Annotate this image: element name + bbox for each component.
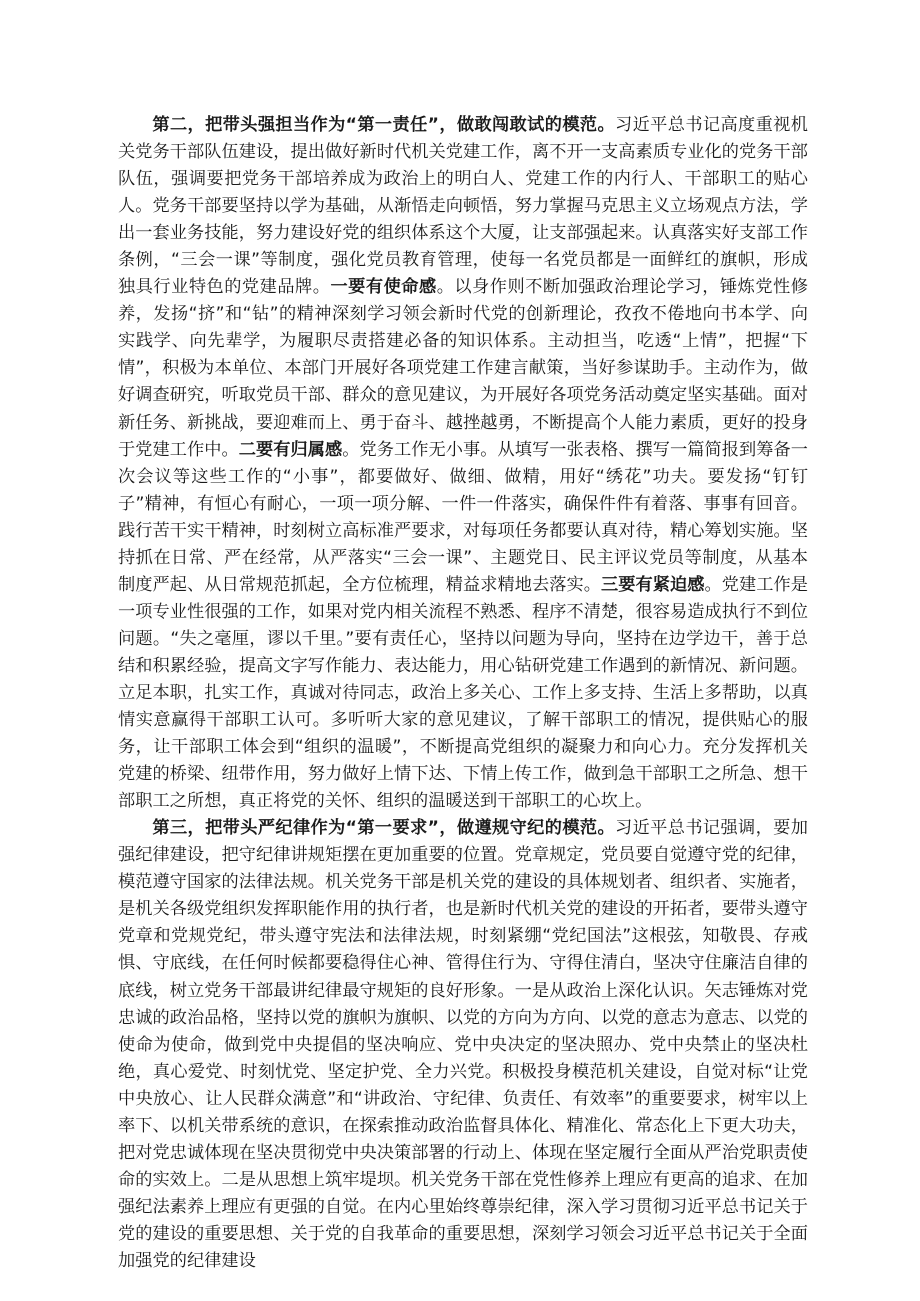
paragraph-third-point [118, 815, 808, 1275]
subpoint-heading: 三要有紧迫感 [601, 574, 705, 595]
subpoint-heading: 二要有归属感 [238, 439, 343, 460]
paragraph-heading: 第二，把带头强担当作为“第一责任”，做敢闯敢试的模范。 [152, 115, 616, 135]
document-page [118, 112, 808, 1275]
paragraph-text: 。党建工作是一项专业性很强的工作，如果对党内相关流程不熟悉、程序不清楚，很容易造成执行不到位问题。“失之毫厘，谬以千里。”要有责任心，坚持以问题为导向，坚持在边学边干，善于总结和积累经验，提高文字写作能力、表达能力，用心钻研党建工作遇到的新情况、新问题。立足本职，扎实工作，真诚对待同志，政治上多关心、工作上多支持、生活上多帮助，以真情实意赢得干部职工认可。多听听大家的意见建议，了解干部职工的情况，提供贴心的服务，让干部职工体会到“组织的温暖”，不断提高党组织的凝聚力和向心力。充分发挥机关党建的桥梁、纽带作用，努力做好上情下达、下情上传工作，做到急干部职工之所急、想干部职工之所想，真正将党的关怀、组织的温暖送到干部职工的心坎上。 [118, 574, 808, 812]
paragraph-text: 习近平总书记高度重视机关党务干部队伍建设，提出做好新时代机关党建工作，离不开一支高素质专业化的党务干部队伍，强调要把党务干部培养成为政治上的明白人、党建工作的内行人、干部职工的贴心人。党务干部要坚持以学为基础，从渐悟走向顿悟，努力掌握马克思主义立场观点方法，学出一套业务技能，努力建设好党的组织体系这个大厦，让支部强起来。认真落实好支部工作条例，“三会一课”等制度，强化党员教育管理，使每一名党员都是一面鲜红的旗帜，形成独具行业特色的党建品牌。 [118, 115, 808, 298]
paragraph-text: 习近平总书记强调，要加强纪律建设，把守纪律讲规矩摆在更加重要的位置。党章规定，党员要自觉遵守党的纪律，模范遵守国家的法律法规。机关党务干部是机关党的建设的具体规划者、组织者、实施者，是机关各级党组织发挥职能作用的执行者，也是新时代机关党的建设的开拓者，要带头遵守党章和党规党纪，带头遵守宪法和法律法规，时刻紧绷“党纪国法”这根弦，知敬畏、存戒惧、守底线，在任何时候都要稳得住心神、管得住行为、守得住清白，坚决守住廉洁自律的底线，树立党务干部最讲纪律最守规矩的良好形象。一是从政治上深化认识。矢志锤炼对党忠诚的政治品格，坚持以党的旗帜为旗帜、以党的方向为方向、以党的意志为意志、以党的使命为使命，做到党中央提倡的坚决响应、党中央决定的坚决照办、党中央禁止的坚决杜绝，真心爱党、时刻忧党、坚定护党、全力兴党。积极投身模范机关建设，自觉对标“让党中央放心、让人民群众满意”和“讲政治、守纪律、负责任、有效率”的重要要求，树牢以上率下、以机关带系统的意识，在探索推动政治监督具体化、精准化、常态化上下更大功夫，把对党忠诚体现在坚决贯彻党中央决策部署的行动上、体现在坚定履行全面从严治党职责使命的实效上。二是从思想上筑牢堤坝。机关党务干部在党性修养上理应有更高的追求、在加强纪法素养上理应有更强的自觉。在内心里始终尊崇纪律，深入学习贯彻习近平总书记关于党的建设的重要思想、关于党的自我革命的重要思想，深刻学习领会习近平总书记关于全面加强党的纪律建设 [118, 818, 808, 1271]
paragraph-heading: 第三，把带头严纪律作为“第一要求”，做遵规守纪的模范。 [152, 818, 616, 839]
paragraph-text: 。以身作则不断加强政治理论学习，锤炼党性修养，发扬“挤”和“钻”的精神深刻学习领会新时代党的创新理论，孜孜不倦地向书本学、向实践学、向先辈学，为履职尽责搭建必备的知识体系。主动担当，吃透“上情”，把握“下情”，积极为本单位、本部门开展好各项党建工作建言献策，当好参谋助手。主动作为，做好调查研究，听取党员干部、群众的意见建议，为开展好各项党务活动奠定坚实基础。面对新任务、新挑战，要迎难而上、勇于奋斗、越挫越勇，不断提高个人能力素质，更好的投身于党建工作中。 [118, 277, 808, 460]
paragraph-second-point [118, 112, 808, 815]
subpoint-heading: 一要有使命感 [330, 277, 437, 298]
paragraph-text: 。党务工作无小事。从填写一张表格、撰写一篇简报到筹备一次会议等这些工作的“小事”，都要做好、做细、做精，用好“绣花”功夫。要发扬“钉钉子”精神，有恒心有耐心，一项一项分解、一件一件落实，确保件件有着落、事事有回音。践行苦干实干精神，时刻树立高标准严要求，对每项任务都要认真对待，精心筹划实施。坚持抓在日常、严在经常，从严落实“三会一课”、主题党日、民主评议党员等制度，从基本制度严起、从日常规范抓起，全方位梳理，精益求精地去落实。 [118, 439, 808, 595]
